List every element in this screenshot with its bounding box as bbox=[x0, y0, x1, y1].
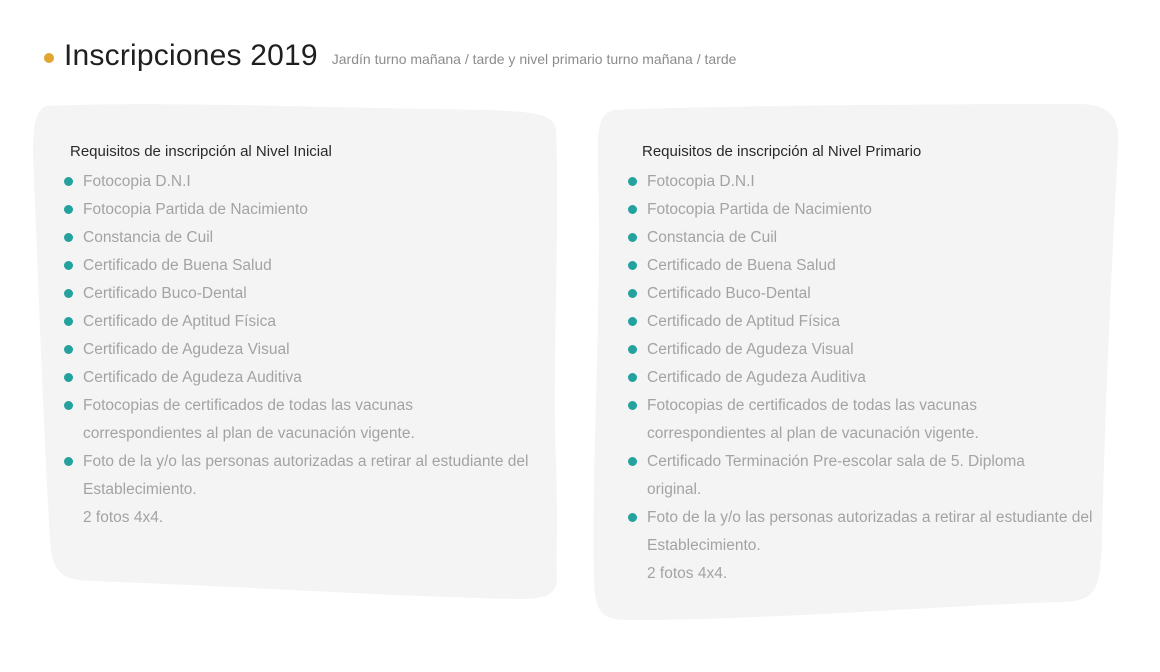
requirements-list bbox=[628, 168, 1118, 588]
bullet-icon bbox=[628, 457, 637, 466]
list-item: Fotocopias de certificados de todas las vacunas correspondientes al plan de vacunación vigente. bbox=[628, 392, 1028, 448]
bullet-icon bbox=[628, 317, 637, 326]
bullet-icon bbox=[628, 261, 637, 270]
page-subtitle: Jardín turno mañana / tarde y nivel primario turno mañana / tarde bbox=[331, 51, 737, 67]
bullet-icon bbox=[628, 289, 637, 298]
bullet-icon bbox=[64, 457, 73, 466]
bullet-icon bbox=[64, 261, 73, 270]
bullet-icon bbox=[64, 205, 73, 214]
list-item: Fotocopia Partida de Nacimiento bbox=[64, 196, 539, 224]
photo-note: 2 fotos 4x4. bbox=[647, 565, 728, 582]
requirements-list bbox=[64, 168, 539, 532]
list-item: Certificado de Agudeza Auditiva bbox=[64, 364, 539, 392]
bullet-icon bbox=[64, 233, 73, 242]
header-dot-icon bbox=[44, 53, 54, 63]
list-item: Certificado de Buena Salud bbox=[64, 252, 539, 280]
page-title: Inscripciones 2019 bbox=[64, 39, 318, 72]
bullet-icon bbox=[64, 345, 73, 354]
list-item: Certificado de Buena Salud bbox=[628, 252, 1118, 280]
bullet-icon bbox=[628, 177, 637, 186]
bullet-icon bbox=[628, 345, 637, 354]
list-item: Certificado Buco-Dental bbox=[64, 280, 539, 308]
bullet-icon bbox=[64, 317, 73, 326]
card-heading: Requisitos de inscripción al Nivel Primario bbox=[642, 143, 922, 160]
bullet-icon bbox=[64, 401, 73, 410]
list-item: Constancia de Cuil bbox=[64, 224, 539, 252]
list-item: Certificado de Aptitud Física bbox=[628, 308, 1118, 336]
bullet-icon bbox=[628, 233, 637, 242]
card-nivel-primario bbox=[588, 100, 1128, 626]
bullet-icon bbox=[628, 513, 637, 522]
bullet-icon bbox=[628, 373, 637, 382]
list-item: Certificado de Agudeza Auditiva bbox=[628, 364, 1118, 392]
card-heading: Requisitos de inscripción al Nivel Inicial bbox=[70, 143, 332, 160]
list-item: Certificado de Aptitud Física bbox=[64, 308, 539, 336]
list-item: Fotocopia Partida de Nacimiento bbox=[628, 196, 1118, 224]
list-item: Certificado Terminación Pre-escolar sala de 5. Diploma original. bbox=[628, 448, 1068, 504]
list-item: Certificado Buco-Dental bbox=[628, 280, 1118, 308]
card-nivel-inicial bbox=[30, 100, 565, 605]
bullet-icon bbox=[628, 401, 637, 410]
list-item: Constancia de Cuil bbox=[628, 224, 1118, 252]
bullet-icon bbox=[628, 205, 637, 214]
photo-note: 2 fotos 4x4. bbox=[83, 509, 164, 526]
list-item: Fotocopias de certificados de todas las vacunas correspondientes al plan de vacunación vigente. bbox=[64, 392, 464, 448]
list-item: Foto de la y/o las personas autorizadas a retirar al estudiante del Establecimiento. 2 fotos 4x4. bbox=[64, 448, 539, 532]
list-item: Certificado de Agudeza Visual bbox=[64, 336, 539, 364]
list-item: Fotocopia D.N.I bbox=[628, 168, 1118, 196]
bullet-icon bbox=[64, 289, 73, 298]
list-item: Fotocopia D.N.I bbox=[64, 168, 539, 196]
list-item: Foto de la y/o las personas autorizadas a retirar al estudiante del Establecimiento. 2 fotos 4x4. bbox=[628, 504, 1118, 588]
bullet-icon bbox=[64, 177, 73, 186]
bullet-icon bbox=[64, 373, 73, 382]
list-item: Certificado de Agudeza Visual bbox=[628, 336, 1118, 364]
page-header bbox=[44, 36, 736, 76]
